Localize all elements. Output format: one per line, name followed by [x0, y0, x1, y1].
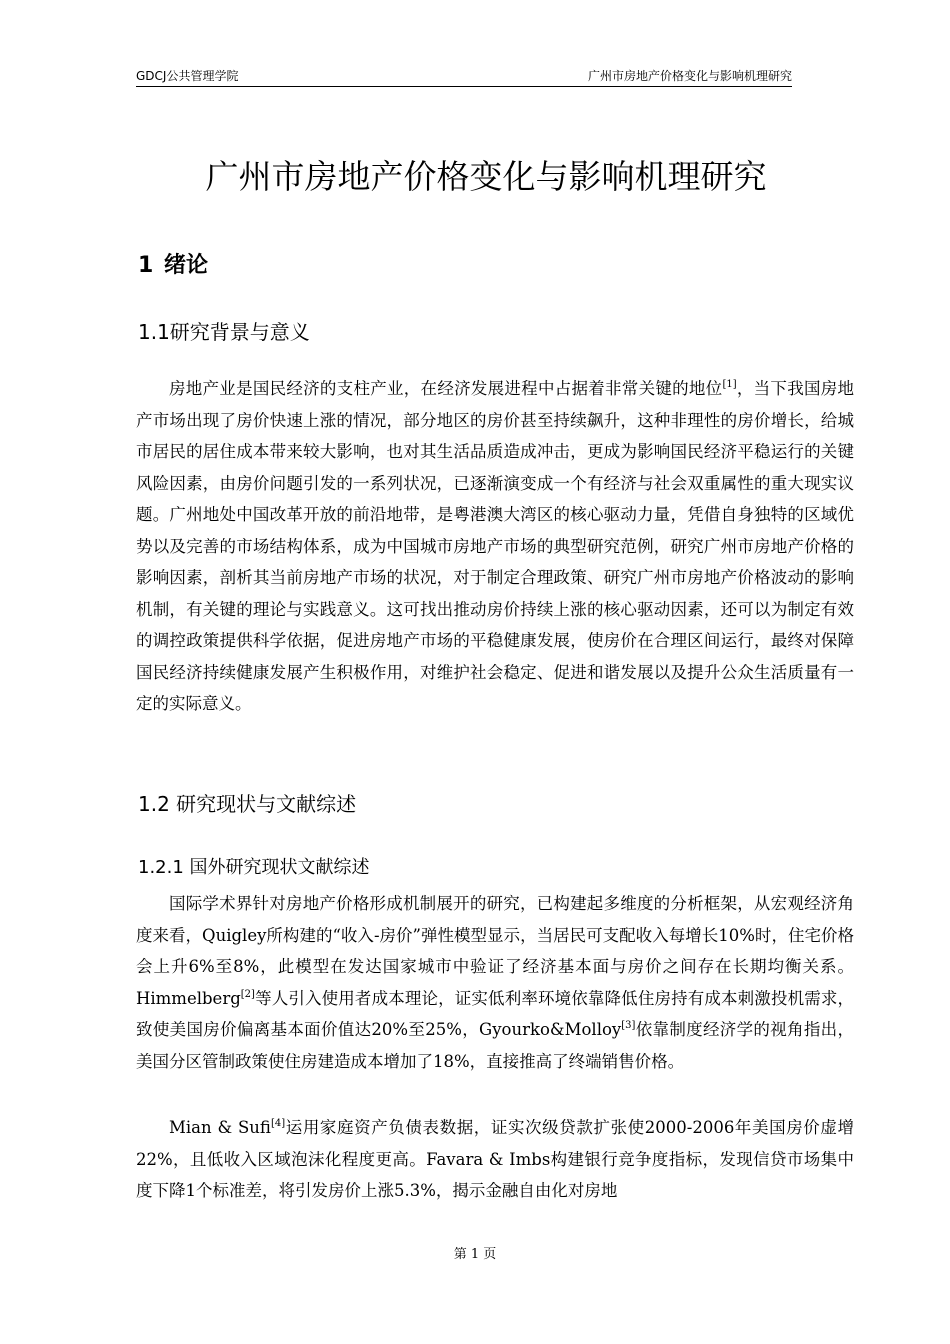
document-title: 广州市房地产价格变化与影响机理研究 — [205, 157, 767, 196]
section-1-heading — [138, 250, 208, 282]
background-text-end: ，当下我国房地产市场出现了房价快速上涨的情况，部分地区的房价甚至持续飙升，这种非理性的房价增长，给城市居民的居住成本带来较大影响，也对其生活品质造成冲击，更成为影响国民经济平稳运行的关键风险因素，由房价问题引发的一系列状况，已逐渐演变成一个有经济与社会双重属性的重大现实议题。广州地处中国改革开放的前沿地带，是粤港澳大湾区的核心驱动力量，凭借自身独特的区域优势以及完善的市场结构体系，成为中国城市房地产市场的典型研究范例，研究广州市房地产价格的影响因素，剖析其当前房地产市场的状况，对于制定合理政策、研究广州市房地产价格波动的影响机制，有关键的理论与实践意义。这可找出推动房价持续上涨的核心驱动因素，还可以为制定有效的调控政策提供科学依据，促进房地产市场的平稳健康发展，使房价在合理区间运行，最终对保障国民经济持续健康发展产生积极作用，对维护社会稳定、促进和谐发展以及提升公众生活质量有一定的实际意义。 — [136, 379, 855, 713]
citation-1: [1] — [722, 379, 737, 390]
paragraph-1-text-a: 国际学术界针对房地产价格形成机制展开的研究，已构建起多维度的分析框架，从宏观经济角度来看，Quigley所构建的“收入-房价”弹性模型显示，当居民可支配收入每增长10%时，住宅价格会上升6%至8%，此模型在发达国家城市中验证了经济基本面与房价之间存在长期均衡关系。Himmelberg — [136, 894, 854, 1008]
page-header — [136, 68, 792, 87]
paragraph-2-text-a: Mian & Sufi — [169, 1118, 271, 1137]
foreign-research-paragraph-2 — [136, 1112, 854, 1207]
header-institution: GDCJ公共管理学院 — [136, 69, 239, 83]
section-1-number: 1 — [138, 253, 154, 278]
paragraph-1-text-b: 等人引入使用者成本理论，证实低利率环境依靠降低住房持有成本刺激投机需求，致使美国房价偏离基本面价值达20%至25%，Gyourko&Molloy — [136, 988, 854, 1039]
foreign-research-paragraph-1 — [136, 888, 854, 1077]
section-1-title: 绪论 — [164, 253, 209, 278]
citation-4: [4] — [270, 1118, 286, 1129]
citation-3: [3] — [621, 1020, 636, 1031]
page-number: 第 1 页 — [453, 1247, 497, 1262]
background-text-start: 房地产业是国民经济的支柱产业，在经济发展进程中占据着非常关键的地位 — [169, 379, 723, 398]
citation-2: [2] — [240, 988, 255, 1000]
paragraph-1-text-c: 依靠制度经济学的视角指出，美国分区管制政策使住房建造成本增加了18%，直接推高了终端销售价格。 — [136, 1020, 855, 1071]
section-1-2-1-heading: 1.2.1 国外研究现状文献综述 — [138, 857, 370, 878]
section-1-1-heading: 1.1研究背景与意义 — [138, 320, 310, 344]
section-1-2-heading: 1.2 研究现状与文献综述 — [138, 792, 357, 816]
paragraph-2-text-b: 运用家庭资产负债表数据，证实次级贷款扩张使2000-2006年美国房价虚增22%，且低收入区域泡沫化程度更高。Favara & Imbs构建银行竞争度指标，发现信贷市场集中度下降1个标准差，将引发房价上涨5.3%，揭示金融自由化对房地 — [136, 1118, 855, 1200]
background-paragraph — [136, 373, 854, 720]
header-document-title: 广州市房地产价格变化与影响机理研究 — [587, 69, 792, 83]
